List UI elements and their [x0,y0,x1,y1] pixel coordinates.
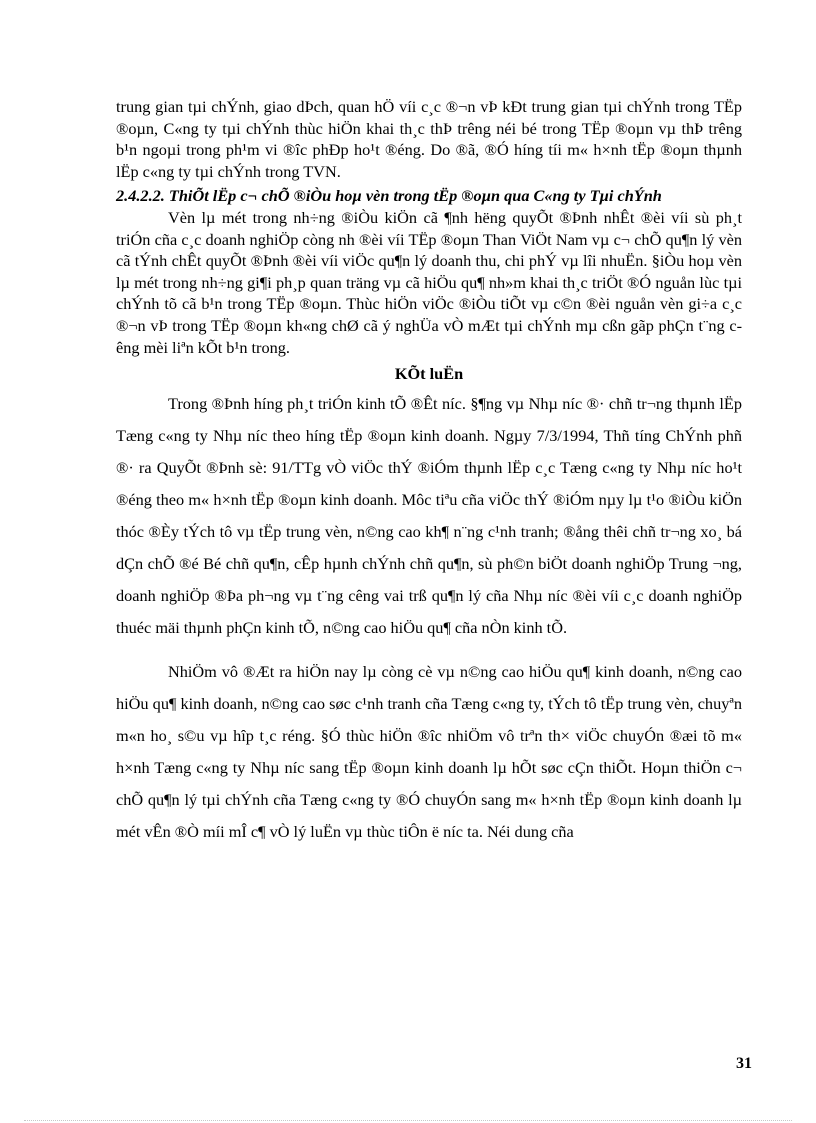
conclusion-title: KÕt luËn [394,364,464,384]
section-heading: 2.4.2.2. ThiÕt lËp c¬ chÕ ®iÒu hoµ vèn trong tËp ®oµn qua C«ng ty Tµi chÝnh [116,186,662,206]
conclusion-paragraph-1: Trong ®Þnh híng ph¸t triÓn kinh tÕ ®Êt níc. §¶ng vµ Nhµ níc ®· chñ tr¬ng thµnh lËp Tæng c«ng ty Nhµ níc theo híng tËp ®oµn kinh doanh. Ngµy 7/3/1994, Thñ tíng ChÝnh phñ ®· ra QuyÕt ®Þnh sè: 91/TTg vÒ viÖc thÝ ®iÓm thµnh lËp c¸c Tæng c«ng ty Nhµ níc ho¹t ®éng theo m« h×nh tËp ®oµn kinh doanh. Môc tiªu cña viÖc thÝ ®iÓm nµy lµ t¹o ®iÒu kiÖn thóc ®Èy tÝch tô vµ tËp trung vèn, n©ng cao kh¶ n¨ng c¹nh tranh; ®ång thêi chñ tr¬ng xo¸ bá dÇn chÕ ®é Bé chñ qu¶n, cÊp hµnh chÝnh chñ qu¶n, sù ph©n biÖt doanh nghiÖp Trung ¬ng, doanh nghiÖp ®Þa ph¬ng vµ t¨ng cêng vai trß qu¶n lý cña Nhµ níc ®èi víi c¸c doanh nghiÖp thuéc mäi thµnh phÇn kinh tÕ, n©ng cao hiÖu qu¶ cña nÒn kinh tÕ. [116,394,742,638]
paragraph-section: Vèn lµ mét trong nh÷ng ®iÒu kiÖn cã ¶nh hëng quyÕt ®Þnh nhÊt ®èi víi sù ph¸t triÓn cña c¸c doanh nghiÖp còng nh ®èi víi TËp ®oµn Than ViÖt Nam vµ c¬ chÕ qu¶n lý vèn cã tÝnh chÊt quyÕt ®Þnh ®èi víi viÖc qu¶n lý doanh thu, chi phÝ vµ lîi nhuËn. §iÒu hoµ vèn lµ mét trong nh÷ng gi¶i ph¸p quan träng vµ cã hiÖu qu¶ nh»m khai th¸c triÖt ®Ó nguån lùc tµi chÝnh tõ cã b¹n trong TËp ®oµn. Thùc hiÖn viÖc ®iÒu tiÕt vµ c©n ®èi nguån vèn gi÷a c¸c ®¬n vÞ trong TËp ®oµn kh«ng chØ cã ý nghÜa vÒ mÆt tµi chÝnh mµ cßn gãp phÇn t¨ng cêng mèi liªn kÕt b¹n trong. [116,207,742,357]
conclusion-paragraph-2: NhiÖm vô ®Æt ra hiÖn nay lµ còng cè vµ n©ng cao hiÖu qu¶ kinh doanh, n©ng cao hiÖu qu¶ kinh doanh, n©ng cao søc c¹nh tranh cña Tæng c«ng ty, tÝch tô tËp trung vèn, chuyªn m«n ho¸ s©u vµ hîp t¸c réng. §Ó thùc hiÖn ®îc nhiÖm vô trªn th× viÖc chuyÓn ®æi tõ m« h×nh Tæng c«ng ty Nhµ níc sang tËp ®oµn kinh doanh lµ hÕt søc cÇn thiÕt. Hoµn thiÖn c¬ chÕ qu¶n lý tµi chÝnh cña Tæng c«ng ty ®Ó chuyÓn sang m« h×nh tËp ®oµn kinh doanh lµ mét vÊn ®Ò míi mÎ c¶ vÒ lý luËn vµ thùc tiÔn ë níc ta. Néi dung cña [116,662,742,842]
conclusion-body [116,388,742,848]
page-number: 31 [736,1055,752,1072]
paragraph-intro: trung gian tµi chÝnh, giao dÞch, quan hÖ víi c¸c ®¬n vÞ kÐt trung gian tµi chÝnh trong TËp ®oµn, C«ng ty tµi chÝnh thùc hiÖn khai th¸c thÞ trêng néi bé trong TËp ®oµn vµ thÞ trêng b¹n ngoµi trong ph¹m vi ®îc phÐp ho¹t ®éng. Do ®ã, ®Ó híng tíi m« h×nh tËp ®oµn thµnh lËp c«ng ty tµi chÝnh trong TVN. [116,97,742,181]
page-body [116,96,742,848]
footer-divider [24,1120,792,1121]
